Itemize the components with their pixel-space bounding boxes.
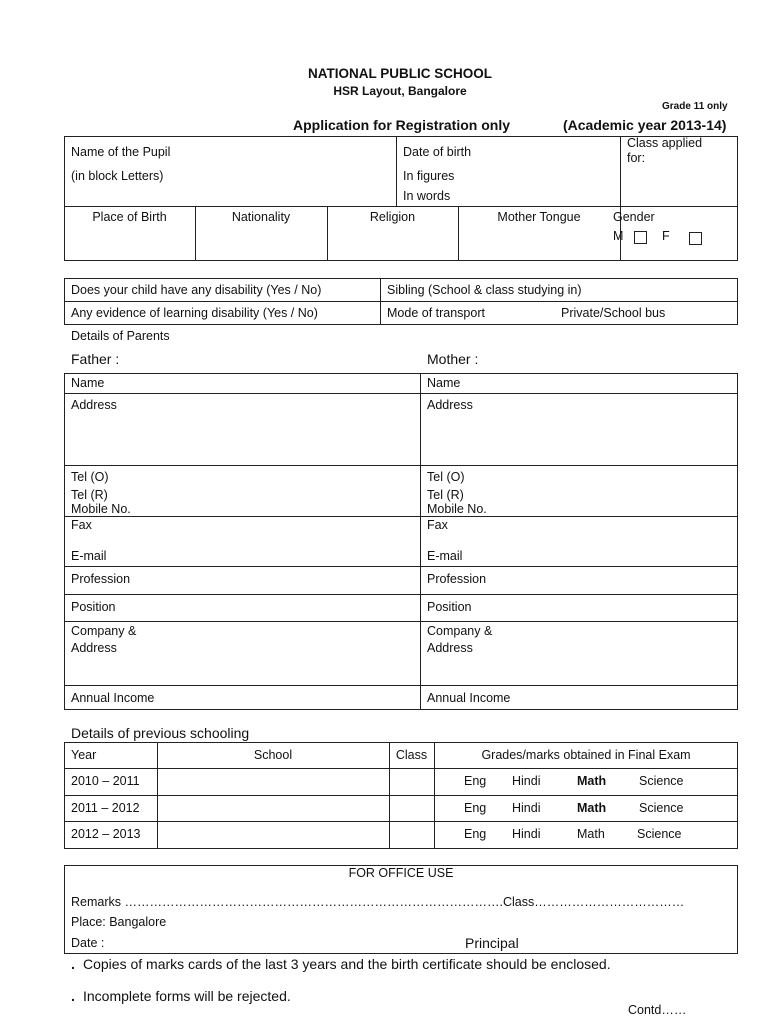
class-applied-label: Class applied for: xyxy=(627,136,703,165)
mother-company-address-label: Address xyxy=(427,641,473,655)
father-mobile-label: Mobile No. xyxy=(71,502,131,516)
transport-label: Mode of transport xyxy=(387,306,485,320)
schooling-row-subject-math: Math xyxy=(577,801,607,815)
schooling-col-class: Class xyxy=(395,748,428,762)
gender-male-label: M xyxy=(613,229,624,243)
sibling-label: Sibling (School & class studying in) xyxy=(387,283,582,297)
dob-words-label: In words xyxy=(403,189,451,203)
schooling-row-subject-science: Science xyxy=(637,827,682,841)
schooling-row-subject-science: Science xyxy=(639,774,684,788)
father-email-label: E-mail xyxy=(71,549,107,563)
mother-email-label: E-mail xyxy=(427,549,463,563)
mother-position-label: Position xyxy=(427,600,472,614)
gender-female-checkbox[interactable] xyxy=(689,232,702,245)
block-letters-label: (in block Letters) xyxy=(71,169,164,183)
religion-label: Religion xyxy=(369,210,416,224)
gender-male-checkbox[interactable] xyxy=(634,231,647,244)
father-company-address-label: Address xyxy=(71,641,117,655)
place-of-birth-label: Place of Birth xyxy=(92,210,167,224)
dob-figures-label: In figures xyxy=(403,169,455,183)
father-position-label: Position xyxy=(71,600,116,614)
mother-tel-office-label: Tel (O) xyxy=(427,470,465,484)
father-company-label: Company & xyxy=(71,624,137,638)
schooling-section-title: Details of previous schooling xyxy=(71,725,250,741)
father-heading: Father : xyxy=(71,351,120,367)
disability-label: Does your child have any disability (Yes / No) xyxy=(71,283,322,297)
schooling-row-year: 2012 – 2013 xyxy=(71,827,141,841)
schooling-col-year: Year xyxy=(71,748,97,762)
gender-label: Gender xyxy=(613,210,655,224)
father-tel-residence-label: Tel (R) xyxy=(71,488,108,502)
mother-mobile-label: Mobile No. xyxy=(427,502,487,516)
note-bullet: . xyxy=(71,988,75,1004)
schooling-row-subject-hindi: Hindi xyxy=(512,774,541,788)
schooling-row-year: 2010 – 2011 xyxy=(71,774,140,788)
father-profession-label: Profession xyxy=(71,572,131,586)
father-income-label: Annual Income xyxy=(71,691,155,705)
note-bullet: . xyxy=(71,956,75,972)
father-fax-label: Fax xyxy=(71,518,92,532)
application-title: Application for Registration only xyxy=(293,117,511,133)
pupil-name-label: Name of the Pupil xyxy=(71,145,171,159)
mother-address-label: Address xyxy=(427,398,473,412)
mother-tel-residence-label: Tel (R) xyxy=(427,488,464,502)
father-name-label: Name xyxy=(71,376,105,390)
father-address-label: Address xyxy=(71,398,117,412)
office-date: Date : xyxy=(71,936,105,950)
schooling-row-subject-science: Science xyxy=(639,801,684,815)
school-location: HSR Layout, Bangalore xyxy=(333,84,467,98)
office-place: Place: Bangalore xyxy=(71,915,167,929)
schooling-row-year: 2011 – 2012 xyxy=(71,801,140,815)
note-enclosures: Copies of marks cards of the last 3 years and the birth certificate should be enclosed. xyxy=(83,956,611,972)
parents-section-title: Details of Parents xyxy=(71,329,170,343)
continued-label: Contd…… xyxy=(628,1003,687,1017)
schooling-row-subject-eng: Eng xyxy=(464,801,487,815)
grade-note: Grade 11 only xyxy=(662,101,728,112)
schooling-row-subject-hindi: Hindi xyxy=(512,827,541,841)
academic-year: (Academic year 2013-14) xyxy=(563,117,727,133)
learning-disability-label: Any evidence of learning disability (Yes / No) xyxy=(71,306,318,320)
transport-value: Private/School bus xyxy=(561,306,666,320)
mother-company-label: Company & xyxy=(427,624,493,638)
school-name: NATIONAL PUBLIC SCHOOL xyxy=(308,66,492,81)
office-remarks-line: Remarks ……………………………………………………………………………….Class……………………………… xyxy=(71,895,685,909)
mother-tongue-label: Mother Tongue xyxy=(497,210,581,224)
schooling-col-grades: Grades/marks obtained in Final Exam xyxy=(481,748,691,762)
schooling-row-subject-hindi: Hindi xyxy=(512,801,541,815)
office-use-title: FOR OFFICE USE xyxy=(348,866,454,880)
mother-income-label: Annual Income xyxy=(427,691,511,705)
mother-fax-label: Fax xyxy=(427,518,448,532)
schooling-row-subject-math: Math xyxy=(577,827,605,841)
mother-heading: Mother : xyxy=(427,351,479,367)
mother-name-label: Name xyxy=(427,376,461,390)
father-tel-office-label: Tel (O) xyxy=(71,470,109,484)
dob-label: Date of birth xyxy=(403,145,472,159)
schooling-row-subject-eng: Eng xyxy=(464,827,487,841)
schooling-row-subject-eng: Eng xyxy=(464,774,487,788)
mother-profession-label: Profession xyxy=(427,572,487,586)
parents-table xyxy=(64,373,738,710)
nationality-label: Nationality xyxy=(231,210,291,224)
note-incomplete: Incomplete forms will be rejected. xyxy=(83,988,291,1004)
office-principal: Principal xyxy=(465,935,519,951)
schooling-col-school: School xyxy=(253,748,293,762)
gender-female-label: F xyxy=(662,229,670,243)
schooling-row-subject-math: Math xyxy=(577,774,607,788)
